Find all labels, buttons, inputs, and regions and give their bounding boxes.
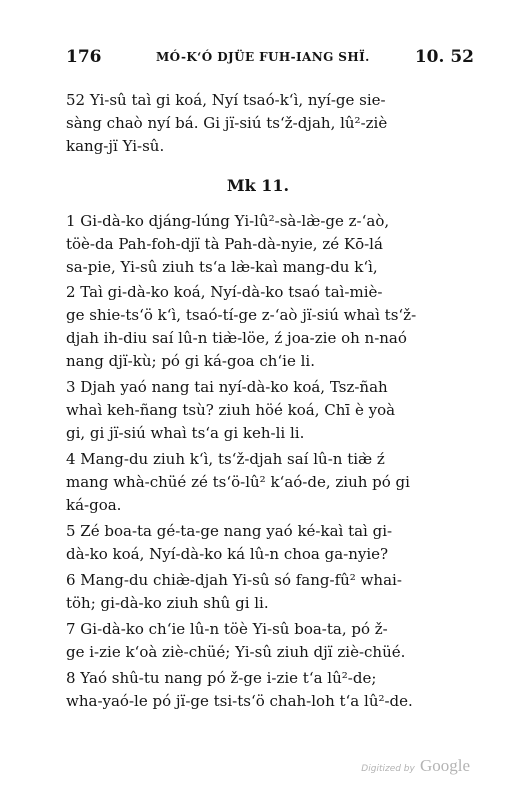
text-line: wha-yaó-le pó jï-ge tsi-ts‘ö chah-loh t‘a lû²-de. [66, 692, 413, 710]
text-line: 4 Mang-du ziuh k‘ì, ts‘ž-djah saí lû-n tiæ̀ ź [66, 450, 385, 468]
text-line: 5 Zé boa-ta gé-ta-ge nang yaó ké-kaì taì gi- [66, 522, 393, 540]
text-line: 7 Gi-dà-ko ch‘ie lû-n töè Yi-sû boa-ta, pó ž- [66, 620, 388, 638]
text-line: mang whà-chüé zé ts‘ö-lû² k‘aó-de, ziuh pó gi [66, 473, 410, 491]
text-line: 1 Gi-dà-ko djáng-lúng Yi-lû²-sà-læ̀-ge z-‘aò, [66, 212, 390, 230]
digitized-watermark [0, 756, 470, 776]
text-line: sàng chaò nyí bá. Gi jï-siú ts‘ž-djah, lû²-ziè [66, 114, 388, 132]
text-line: töh; gi-dà-ko ziuh shû gi li. [66, 594, 269, 612]
text-line: 8 Yaó shû-tu nang pó ž-ge i-zie t‘a lû²-de; [66, 669, 377, 687]
text-line: ge shie-ts‘ö k‘ì, tsaó-tí-ge z-‘aò jï-siú whaì ts‘ž- [66, 306, 417, 324]
text-line: dà-ko koá, Nyí-dà-ko ká lû-n choa ga-nyie? [66, 545, 389, 563]
text-line: ká-goa. [66, 496, 122, 514]
text-line: 6 Mang-du chiæ̀-djah Yi-sû só fang-fû² whai- [66, 571, 402, 589]
page-number: 176 [66, 47, 102, 67]
text-line: sa-pie, Yi-sû ziuh ts‘a læ̀-kaì mang-du k‘ì, [66, 258, 378, 276]
text-line: 2 Taì gi-dà-ko koá, Nyí-dà-ko tsaó taì-miè- [66, 283, 383, 301]
text-line: gi, gi jï-siú whaì ts‘a gi keh-li li. [66, 424, 305, 442]
text-line: kang-jï Yi-sû. [66, 137, 165, 155]
text-line: töè-da Pah-foh-djï tà Pah-dà-nyie, zé Kō-lá [66, 235, 383, 253]
running-title: MÓ-K‘Ó DJÜE FUH-IANG SHÏ. [156, 50, 370, 64]
google-wordmark: Google [419, 756, 470, 775]
digitized-by-text: Digitized by [361, 764, 415, 774]
text-line: 52 Yi-sû taì gi koá, Nyí tsaó-k‘ì, nyí-ge sie- [66, 91, 386, 109]
running-header [66, 47, 474, 73]
text-line: whaì keh-ñang tsù? ziuh höé koá, Chī è yoà [66, 401, 396, 419]
chapter-heading: Mk 11. [226, 176, 290, 195]
chapter-verse-ref: 10. 52 [414, 47, 474, 67]
text-line: 3 Djah yaó nang tai nyí-dà-ko koá, Tsz-ñah [66, 378, 388, 396]
text-line: djah ih-diu saí lû-n tiæ̀-löe, ź joa-zie oh n-naó [66, 329, 407, 347]
text-line: ge i-zie k‘oà ziè-chüé; Yi-sû ziuh djï ziè-chüé. [66, 643, 406, 661]
text-line: nang djï-kù; pó gi ká-goa ch‘ie li. [66, 352, 315, 370]
